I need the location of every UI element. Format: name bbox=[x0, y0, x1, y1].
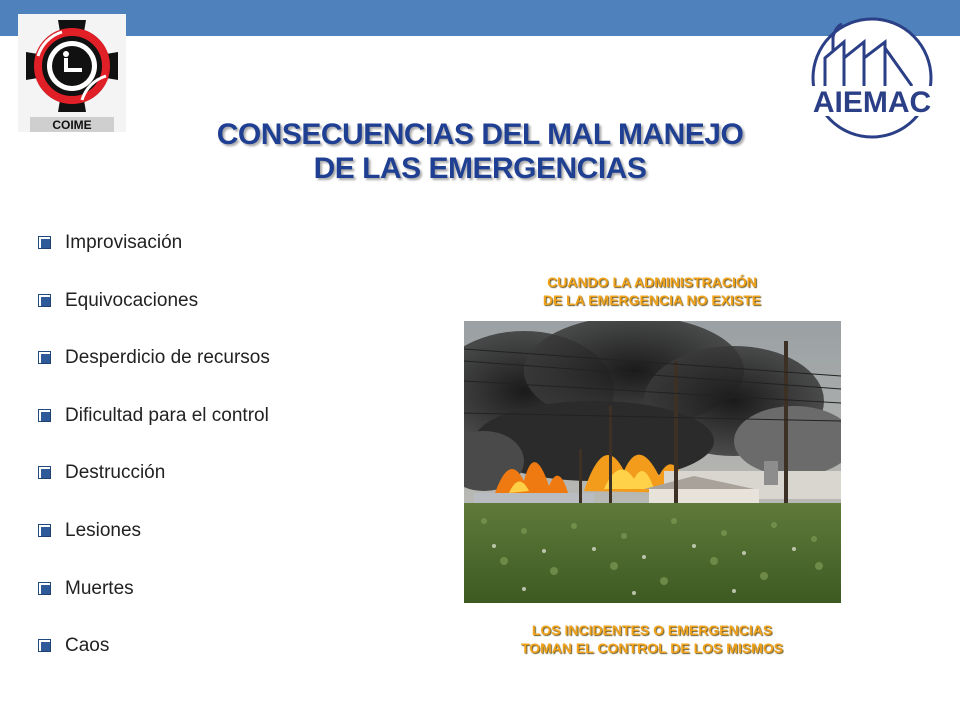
checkbox-bullet-icon bbox=[38, 236, 51, 249]
factory-circle-icon bbox=[792, 12, 952, 140]
list-item-label: Dificultad para el control bbox=[65, 404, 269, 426]
photo-caption-bottom-line-1: LOS INCIDENTES O EMERGENCIAS bbox=[531, 622, 773, 638]
list-item-label: Caos bbox=[65, 635, 110, 657]
title-line-1: CONSECUENCIAS DEL MAL MANEJO bbox=[216, 118, 744, 151]
list-item-label: Equivocaciones bbox=[65, 289, 199, 311]
list-item-label: Desperdicio de recursos bbox=[65, 347, 270, 369]
list-item bbox=[38, 290, 270, 348]
checkbox-bullet-icon bbox=[38, 524, 51, 537]
checkbox-bullet-icon bbox=[38, 409, 51, 422]
list-item bbox=[38, 405, 270, 463]
list-item bbox=[38, 635, 270, 693]
checkbox-bullet-icon bbox=[38, 294, 51, 307]
list-item-label: Lesiones bbox=[65, 519, 142, 541]
aiemac-logo bbox=[792, 12, 952, 140]
photo-caption-top bbox=[452, 273, 852, 309]
list-item bbox=[38, 578, 270, 636]
list-item bbox=[38, 520, 270, 578]
photo-caption-top-line-2: DE LA EMERGENCIA NO EXISTE bbox=[542, 292, 762, 308]
list-item bbox=[38, 347, 270, 405]
photo-caption-bottom bbox=[452, 621, 852, 657]
checkbox-bullet-icon bbox=[38, 639, 51, 652]
checkbox-bullet-icon bbox=[38, 466, 51, 479]
checkbox-bullet-icon bbox=[38, 351, 51, 364]
list-item-label: Muertes bbox=[65, 577, 134, 599]
firefighter-cross-icon bbox=[18, 14, 126, 132]
photo-caption-bottom-line-2: TOMAN EL CONTROL DE LOS MISMOS bbox=[520, 640, 784, 656]
photo-caption-top-line-1: CUANDO LA ADMINISTRACIÓN bbox=[547, 274, 757, 290]
slide-title bbox=[150, 118, 810, 186]
list-item-label: Destrucción bbox=[65, 462, 166, 484]
consequence-list bbox=[38, 232, 270, 693]
aiemac-logo-text: AIEMAC bbox=[812, 86, 932, 119]
coime-logo bbox=[18, 14, 126, 132]
fire-photo bbox=[464, 321, 841, 603]
list-item bbox=[38, 462, 270, 520]
industrial-fire-image bbox=[464, 321, 841, 603]
coime-logo-text: COIME bbox=[52, 118, 92, 132]
list-item-label: Improvisación bbox=[65, 232, 183, 253]
checkbox-bullet-icon bbox=[38, 582, 51, 595]
title-line-2: DE LAS EMERGENCIAS bbox=[313, 152, 647, 185]
list-item bbox=[38, 232, 270, 290]
